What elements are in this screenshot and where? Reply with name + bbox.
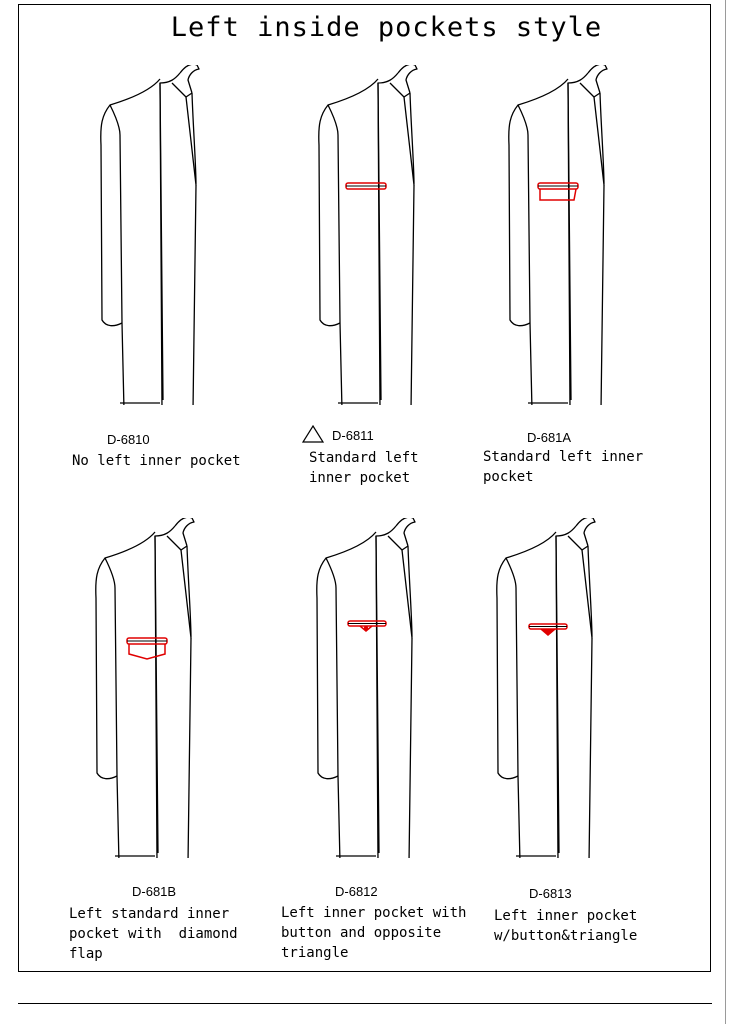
coat-outline [96, 518, 194, 858]
page-title: Left inside pockets style [170, 12, 603, 43]
style-code: D-681B [132, 884, 177, 899]
coat-outline [509, 65, 607, 405]
coat-outline [101, 65, 199, 405]
style-description: No left inner pocket [72, 453, 241, 469]
style-code: D-6813 [529, 886, 572, 901]
coat-drawing-4 [75, 518, 295, 858]
style-description: Left standard inner pocket with diamond flap [69, 906, 238, 962]
coat-outline [497, 518, 595, 858]
coat-drawing-1 [80, 65, 300, 405]
style-code: D-681A [527, 430, 572, 445]
bottom-rule [18, 1003, 712, 1004]
pocket-diamond-flap [127, 638, 167, 659]
pocket-standard [346, 183, 386, 189]
pocket-with-pouch [538, 183, 578, 200]
style-code: D-6812 [335, 884, 378, 899]
style-description: Standard left inner pocket [483, 449, 644, 485]
coat-outline [317, 518, 415, 858]
style-description: Left inner pocket w/button&triangle [494, 908, 638, 944]
style-description: Standard left inner pocket [309, 450, 419, 486]
page-edge [725, 0, 726, 1024]
triangle-marker-icon [302, 425, 324, 443]
pocket-button-opposite-triangle [348, 621, 386, 631]
style-code: D-6811 [332, 428, 374, 443]
pocket-button-triangle [529, 624, 567, 635]
coat-drawing-3 [488, 65, 708, 405]
coat-outline [319, 65, 417, 405]
style-description: Left inner pocket with button and opposite triangle [281, 905, 467, 961]
coat-drawing-2 [298, 65, 518, 405]
coat-drawing-6 [476, 518, 696, 858]
style-code: D-6810 [107, 432, 150, 447]
